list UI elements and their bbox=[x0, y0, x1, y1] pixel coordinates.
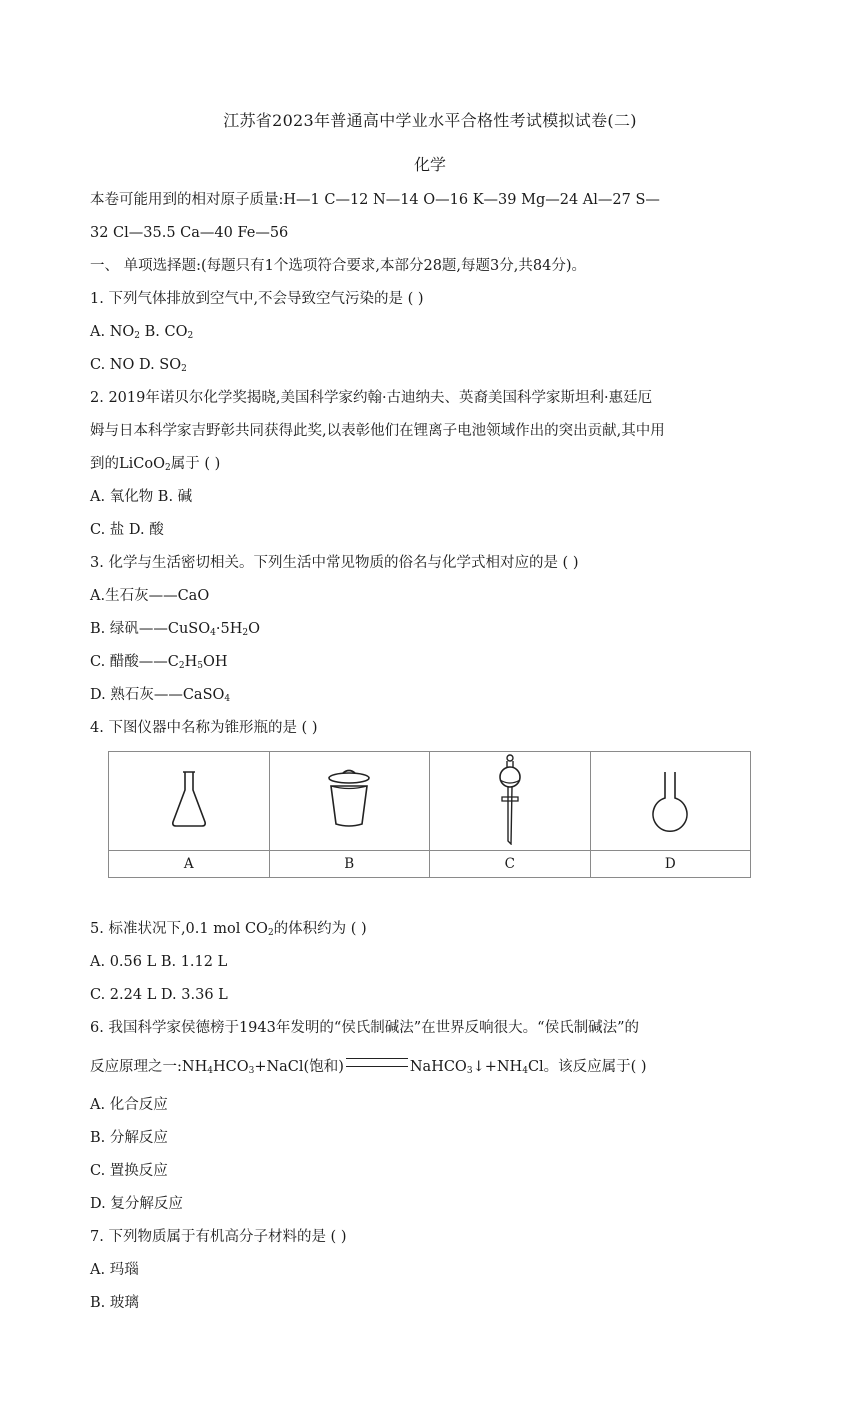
question-2-line-3: 到的LiCoO$_2$属于 ( ) bbox=[90, 456, 221, 473]
instrument-table-wrap bbox=[108, 751, 780, 878]
atomic-masses-line-1: 本卷可能用到的相对原子质量:H—1 C—12 N—14 O—16 K—39 Mg—24 Al—27 S— bbox=[90, 192, 660, 208]
question-6-option-a: A. 化合反应 bbox=[90, 1097, 168, 1113]
instrument-label-d: D bbox=[590, 851, 751, 878]
instrument-cell-d bbox=[590, 752, 751, 851]
crucible-icon bbox=[319, 764, 379, 834]
question-1-options-row-2: C. NO D. $SO_2$ bbox=[90, 357, 187, 374]
instrument-cell-a bbox=[109, 752, 270, 851]
spacer bbox=[90, 878, 780, 913]
question-2-options-row-2: C. 盐 D. 酸 bbox=[90, 522, 164, 538]
question-3-option-a: A.生石灰——CaO bbox=[90, 588, 210, 604]
question-6-equation-line: 反应原理之一$:NH_4HCO_3+NaCl$(饱和) $NaHCO_3↓+NH_4Cl$。该反应属于( ) bbox=[90, 1059, 647, 1076]
instrument-label-b: B bbox=[269, 851, 430, 878]
section-heading: 一、 单项选择题:(每题只有1个选项符合要求,本部分28题,每题3分,共84分)。 bbox=[90, 258, 586, 274]
question-5-options-row-1: A. 0.56 L B. 1.12 L bbox=[90, 954, 228, 970]
round-bottom-flask-icon bbox=[640, 764, 700, 834]
question-1-options-row-1: A. $NO_2$ B. $CO_2$ bbox=[90, 324, 194, 341]
question-3-option-d: D. 熟石灰——CaSO$_4$ bbox=[90, 687, 231, 704]
question-7-option-b: B. 玻璃 bbox=[90, 1295, 139, 1311]
subject-title: 化学 bbox=[413, 155, 446, 174]
question-5-stem: 5. 标准状况下,0.1 mol $CO_2$的体积约为 ( ) bbox=[90, 921, 367, 938]
conical-flask-icon bbox=[159, 764, 219, 834]
exam-body bbox=[90, 184, 780, 1320]
question-3-option-c: C. 醋酸$——C_2H_5OH$ bbox=[90, 654, 228, 671]
question-7-stem: 7. 下列物质属于有机高分子材料的是 ( ) bbox=[90, 1229, 347, 1245]
equals-sign-icon bbox=[346, 1058, 408, 1067]
exam-title: 江苏省2023年普通高中学业水平合格性考试模拟试卷(二) bbox=[223, 111, 637, 130]
instrument-cell-b bbox=[269, 752, 430, 851]
instrument-table bbox=[108, 751, 751, 878]
instrument-label-a: A bbox=[109, 851, 270, 878]
question-6-line-1: 6. 我国科学家侯德榜于1943年发明的“侯氏制碱法”在世界反响很大。“侯氏制碱法”的 bbox=[90, 1020, 639, 1036]
question-5-options-row-2: C. 2.24 L D. 3.36 L bbox=[90, 987, 228, 1003]
question-3-option-b: B. 绿矾$——CuSO_4\cdot 5H_2O$ bbox=[90, 621, 260, 638]
question-3-stem: 3. 化学与生活密切相关。下列生活中常见物质的俗名与化学式相对应的是 ( ) bbox=[90, 555, 579, 571]
instrument-cell-c bbox=[430, 752, 591, 851]
question-2-line-2: 姆与日本科学家吉野彰共同获得此奖,以表彰他们在锂离子电池领域作出的突出贡献,其中用 bbox=[90, 423, 665, 439]
separatory-funnel-icon bbox=[480, 753, 540, 845]
question-2-options-row-1: A. 氧化物 B. 碱 bbox=[90, 489, 193, 505]
question-7-option-a: A. 玛瑙 bbox=[90, 1262, 139, 1278]
question-4-stem: 4. 下图仪器中名称为锥形瓶的是 ( ) bbox=[90, 720, 318, 736]
instrument-label-c: C bbox=[430, 851, 591, 878]
question-6-option-b: B. 分解反应 bbox=[90, 1130, 168, 1146]
question-6-option-d: D. 复分解反应 bbox=[90, 1196, 183, 1212]
question-6-option-c: C. 置换反应 bbox=[90, 1163, 168, 1179]
question-1-stem: 1. 下列气体排放到空气中,不会导致空气污染的是 ( ) bbox=[90, 291, 424, 307]
question-2-line-1: 2. 2019年诺贝尔化学奖揭晓,美国科学家约翰·古迪纳夫、英裔美国科学家斯坦利·惠廷厄 bbox=[90, 390, 653, 406]
atomic-masses-line-2: 32 Cl—35.5 Ca—40 Fe—56 bbox=[90, 225, 289, 241]
